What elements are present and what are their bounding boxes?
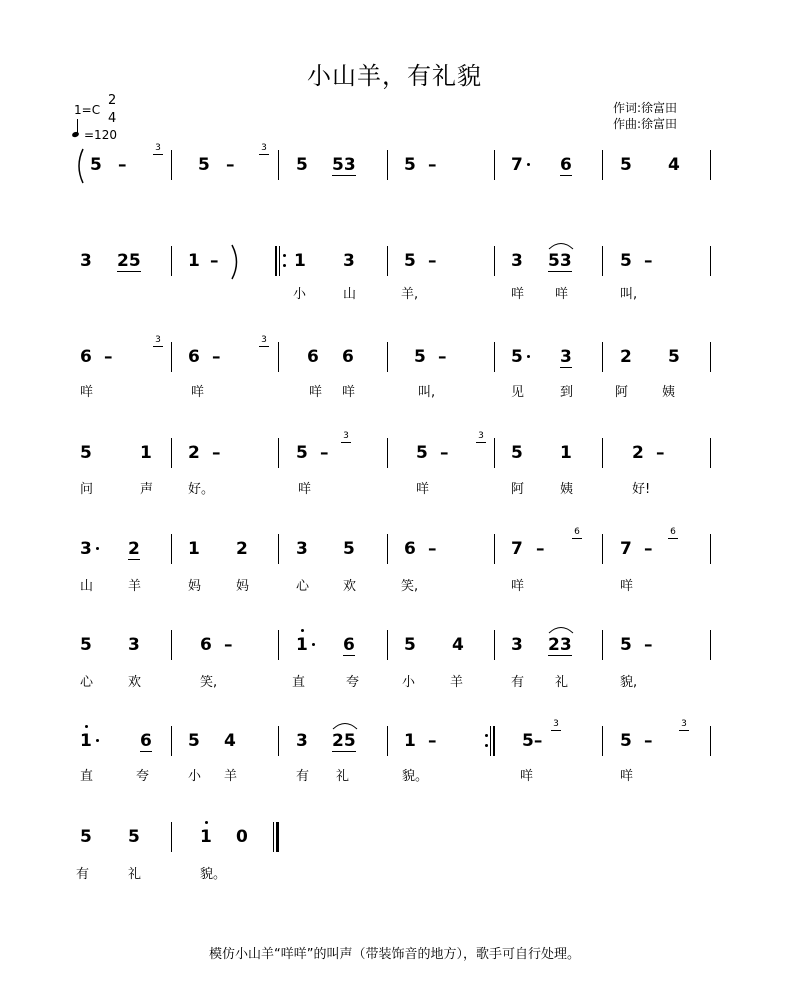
phrase-bracket-icon <box>74 148 84 184</box>
lyric: 礼 <box>555 675 569 690</box>
note: 7 <box>511 155 523 175</box>
slur-icon <box>548 624 574 634</box>
page-title: 小山羊，有礼貌 <box>307 62 482 90</box>
lyric: 咩 <box>620 769 634 784</box>
barline <box>710 438 711 468</box>
barline <box>278 726 279 756</box>
lyric: 有 <box>511 675 525 690</box>
barline <box>387 630 388 660</box>
lyric: 有 <box>76 867 90 882</box>
barline <box>387 438 388 468</box>
barline <box>602 726 603 756</box>
repeat-end-barline <box>493 726 495 756</box>
note: – <box>320 443 329 463</box>
performance-note: 模仿小山羊“咩咩”的叫声（带装饰音的地方），歌手可自行处理。 <box>209 947 580 962</box>
lyric: 羊 <box>128 579 142 594</box>
note: – <box>104 347 113 367</box>
note: – <box>644 539 653 559</box>
lyric: 貌, <box>620 675 638 690</box>
note: 5 <box>404 251 416 271</box>
lyric: 到 <box>560 385 574 400</box>
lyric: 妈 <box>236 579 250 594</box>
note: 7 <box>511 539 523 559</box>
note: 5 <box>404 635 416 655</box>
high-octave-dot-icon <box>85 725 88 728</box>
barline <box>171 630 172 660</box>
composer: 作曲:徐富田 <box>613 117 678 131</box>
barline <box>494 342 495 372</box>
repeat-dot-icon <box>283 264 286 267</box>
barline <box>602 438 603 468</box>
note: 0 <box>236 827 248 847</box>
grace-note-icon: 3 <box>340 432 352 443</box>
barline <box>387 342 388 372</box>
barline <box>171 342 172 372</box>
slur-icon <box>548 240 574 250</box>
barline <box>494 246 495 276</box>
lyric: 笑, <box>401 579 419 594</box>
lyric: 欢 <box>128 675 142 690</box>
note: 5 <box>404 155 416 175</box>
note: 3 <box>343 251 355 271</box>
barline <box>602 630 603 660</box>
barline <box>171 726 172 756</box>
lyric: 直 <box>80 769 94 784</box>
note: 23 <box>548 635 572 655</box>
barline <box>494 150 495 180</box>
note: 5 <box>414 347 426 367</box>
lyric: 好! <box>632 482 651 497</box>
barline <box>171 246 172 276</box>
lyric: 羊, <box>401 287 419 302</box>
note: 1 <box>296 635 308 655</box>
note: 2 <box>188 443 200 463</box>
note: 5 <box>80 635 92 655</box>
note: – <box>428 539 437 559</box>
note: – <box>644 251 653 271</box>
note: 1 <box>80 731 92 751</box>
tempo-mark: =120 <box>84 128 117 142</box>
note: 5 <box>188 731 200 751</box>
note: 1 <box>188 251 200 271</box>
lyric: 咩 <box>511 287 525 302</box>
lyric: 咩 <box>555 287 569 302</box>
note: 3 <box>80 539 92 559</box>
note: 3 <box>80 251 92 271</box>
lyric: 问 <box>80 482 94 497</box>
note: 5 <box>90 155 102 175</box>
quarter-note-head-icon <box>71 131 79 138</box>
lyric: 咩 <box>511 579 525 594</box>
note: 1 <box>200 827 212 847</box>
note: 7 <box>620 539 632 559</box>
repeat-start-barline-thin <box>279 246 280 276</box>
note: 6 <box>188 347 200 367</box>
barline <box>278 342 279 372</box>
note: 6 <box>343 635 355 655</box>
note: 5 <box>296 443 308 463</box>
barline <box>602 342 603 372</box>
lyric: 貌。 <box>402 769 429 784</box>
note: – <box>428 731 437 751</box>
note: 2 <box>128 539 140 559</box>
note: 3 <box>296 539 308 559</box>
note: 5– <box>522 731 543 751</box>
barline <box>710 246 711 276</box>
lyric: 貌。 <box>200 867 227 882</box>
lyric: 羊 <box>224 769 238 784</box>
high-octave-dot-icon <box>301 629 304 632</box>
note: 5 <box>511 443 523 463</box>
note: 1 <box>188 539 200 559</box>
note: 53 <box>548 251 572 271</box>
grace-note-icon: 3 <box>550 720 562 731</box>
lyric: 心 <box>80 675 94 690</box>
note: – <box>644 635 653 655</box>
lyric: 叫, <box>418 385 436 400</box>
lyric: 阿 <box>615 385 629 400</box>
barline <box>710 726 711 756</box>
lyric: 咩 <box>520 769 534 784</box>
note: 1 <box>560 443 572 463</box>
lyric: 心 <box>296 579 310 594</box>
barline <box>387 534 388 564</box>
barline <box>710 630 711 660</box>
lyric: 礼 <box>336 769 350 784</box>
note: – <box>440 443 449 463</box>
grace-note-icon: 6 <box>667 528 679 539</box>
note: 5 <box>128 827 140 847</box>
repeat-dot-icon <box>485 744 488 747</box>
barline <box>171 150 172 180</box>
note: – <box>226 155 235 175</box>
lyric: 见 <box>511 385 525 400</box>
lyric: 直 <box>292 675 306 690</box>
note: 5 <box>80 443 92 463</box>
barline <box>494 534 495 564</box>
lyric: 阿 <box>511 482 525 497</box>
note: 2 <box>632 443 644 463</box>
note: 6 <box>200 635 212 655</box>
phrase-bracket-end-icon <box>230 244 242 280</box>
grace-note-icon: 3 <box>258 336 270 347</box>
grace-note-icon: 3 <box>678 720 690 731</box>
time-signature-bottom: 4 <box>108 111 117 126</box>
lyric: 叫, <box>620 287 638 302</box>
lyric: 有 <box>296 769 310 784</box>
barline <box>278 150 279 180</box>
note: 6 <box>560 155 572 175</box>
grace-note-icon: 3 <box>152 336 164 347</box>
note: 1 <box>140 443 152 463</box>
note: – <box>656 443 665 463</box>
lyric: 咩 <box>80 385 94 400</box>
lyric: 声 <box>140 482 154 497</box>
note: 6 <box>307 347 319 367</box>
final-barline-thin <box>273 822 274 852</box>
lyric: 夸 <box>346 675 360 690</box>
grace-note-icon: 3 <box>152 144 164 155</box>
note: 5 <box>198 155 210 175</box>
note: 25 <box>332 731 356 751</box>
note: 1 <box>404 731 416 751</box>
lyric: 咩 <box>298 482 312 497</box>
lyric: 咩 <box>191 385 205 400</box>
note: – <box>210 251 219 271</box>
lyric: 欢 <box>343 579 357 594</box>
lyric: 羊 <box>450 675 464 690</box>
note: 25 <box>117 251 141 271</box>
repeat-dot-icon <box>485 734 488 737</box>
note: 2 <box>236 539 248 559</box>
dot-icon <box>527 355 530 358</box>
lyric: 小 <box>402 675 416 690</box>
lyric: 山 <box>80 579 94 594</box>
note: 2 <box>620 347 632 367</box>
lyric: 小 <box>293 287 307 302</box>
lyricist: 作词:徐富田 <box>613 101 678 115</box>
note: 53 <box>332 155 356 175</box>
note: 5 <box>296 155 308 175</box>
dot-icon <box>312 643 315 646</box>
barline <box>278 630 279 660</box>
repeat-end-barline-thin <box>490 726 491 756</box>
lyric: 咩 <box>342 385 356 400</box>
lyric: 咩 <box>309 385 323 400</box>
note: – <box>428 155 437 175</box>
lyric: 小 <box>188 769 202 784</box>
note: 3 <box>511 251 523 271</box>
dot-icon <box>96 547 99 550</box>
note: – <box>428 251 437 271</box>
lyric: 咩 <box>620 579 634 594</box>
lyric: 姨 <box>560 482 574 497</box>
note: 6 <box>80 347 92 367</box>
grace-note-icon: 3 <box>475 432 487 443</box>
dot-icon <box>527 163 530 166</box>
note: 3 <box>128 635 140 655</box>
barline <box>387 246 388 276</box>
barline <box>387 150 388 180</box>
note: 3 <box>511 635 523 655</box>
barline <box>278 534 279 564</box>
note: – <box>224 635 233 655</box>
key-signature: 1=C <box>74 103 101 117</box>
note: 5 <box>343 539 355 559</box>
barline <box>494 630 495 660</box>
barline <box>171 822 172 852</box>
lyric: 咩 <box>416 482 430 497</box>
slur-icon <box>332 720 358 730</box>
note: 4 <box>452 635 464 655</box>
lyric: 礼 <box>128 867 142 882</box>
note: – <box>212 347 221 367</box>
barline <box>710 534 711 564</box>
barline <box>494 438 495 468</box>
barline <box>602 150 603 180</box>
note: 5 <box>80 827 92 847</box>
barline <box>710 150 711 180</box>
note: 5 <box>620 155 632 175</box>
high-octave-dot-icon <box>205 821 208 824</box>
lyric: 夸 <box>136 769 150 784</box>
note: 5 <box>620 251 632 271</box>
barline <box>387 726 388 756</box>
note: 4 <box>224 731 236 751</box>
note: 6 <box>342 347 354 367</box>
barline <box>278 438 279 468</box>
barline <box>171 534 172 564</box>
lyric: 山 <box>343 287 357 302</box>
note: – <box>644 731 653 751</box>
note: 5 <box>620 635 632 655</box>
barline <box>602 534 603 564</box>
lyric: 好。 <box>188 482 215 497</box>
note: 4 <box>668 155 680 175</box>
lyric: 妈 <box>188 579 202 594</box>
final-barline <box>276 822 279 852</box>
barline <box>602 246 603 276</box>
repeat-start-barline <box>275 246 277 276</box>
note: 6 <box>140 731 152 751</box>
barline <box>171 438 172 468</box>
repeat-dot-icon <box>283 254 286 257</box>
note: 5 <box>668 347 680 367</box>
note: 3 <box>560 347 572 367</box>
grace-note-icon: 3 <box>258 144 270 155</box>
grace-note-icon: 6 <box>571 528 583 539</box>
note: 3 <box>296 731 308 751</box>
note: – <box>438 347 447 367</box>
note: 5 <box>620 731 632 751</box>
dot-icon <box>96 739 99 742</box>
note: 5 <box>416 443 428 463</box>
lyric: 笑, <box>200 675 218 690</box>
note: – <box>118 155 127 175</box>
note: 1 <box>294 251 306 271</box>
note: – <box>212 443 221 463</box>
time-signature-top: 2 <box>108 93 117 108</box>
barline <box>710 342 711 372</box>
lyric: 姨 <box>662 385 676 400</box>
note: 6 <box>404 539 416 559</box>
note: – <box>536 539 545 559</box>
note: 5 <box>511 347 523 367</box>
